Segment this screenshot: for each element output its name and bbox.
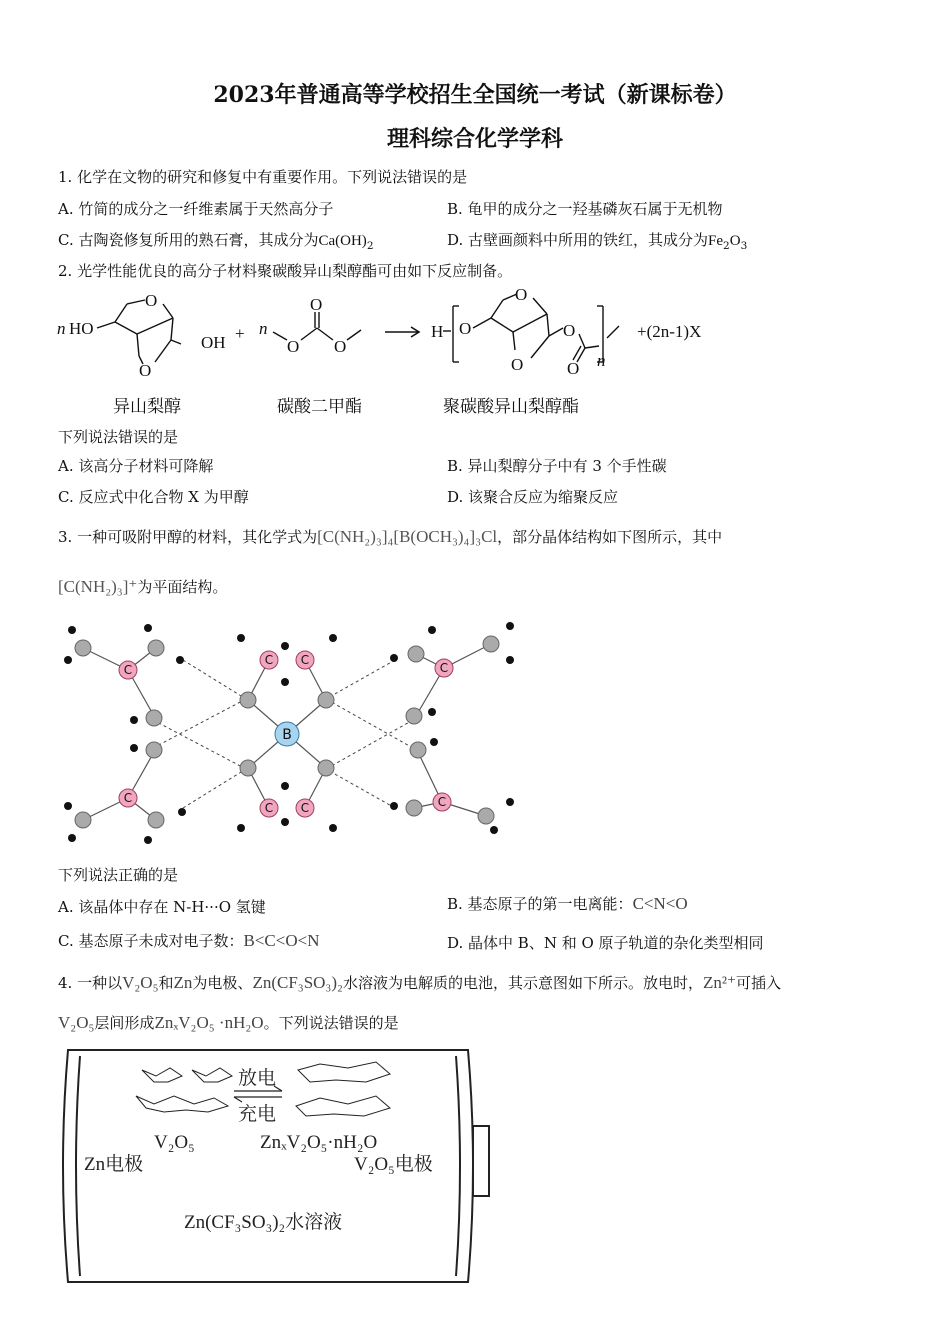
q2-byproduct: +(2n-1)X — [637, 322, 702, 341]
q2-reaction-scheme — [55, 282, 755, 422]
q3-option-c — [58, 930, 319, 951]
q1-option-d-o: O — [729, 233, 741, 249]
q1-option-d-sub2: 3 — [740, 240, 748, 252]
svg-text:O: O — [563, 321, 576, 340]
svg-text:C: C — [123, 791, 133, 805]
dimethyl-carbonate-structure — [273, 312, 361, 340]
q4-line2-product: ZnₓV₂O₅ ·nH₂O — [154, 1013, 264, 1032]
svg-text:O: O — [310, 295, 323, 314]
q3-option-c-text: C. 基态原子未成对电子数： — [58, 932, 244, 950]
reaction-arrow — [385, 327, 419, 337]
q4-mid2: 水溶液为电解质的电池，其示意图如下所示。放电时， — [342, 974, 703, 992]
q1-option-a: A. 竹简的成分之一纤维素属于天然高分子 — [58, 200, 334, 218]
q1-option-c — [58, 229, 374, 252]
q2-o: O — [459, 319, 472, 338]
svg-text:C: C — [264, 653, 274, 667]
q3-prompt: 下列说法正确的是 — [58, 866, 179, 884]
q2-h: H — [431, 322, 444, 341]
svg-text:O: O — [567, 359, 580, 378]
q4-line2 — [58, 1012, 399, 1033]
q1-stem: 1. 化学在文物的研究和修复中有重要作用。下列说法错误的是 — [58, 168, 468, 186]
svg-text:C: C — [437, 795, 447, 809]
q3-option-a: A. 该晶体中存在 N-H···O 氢键 — [58, 898, 266, 916]
q4-zn-electrode: Zn电极 — [84, 1154, 144, 1175]
svg-text:O: O — [511, 355, 524, 374]
svg-text:C: C — [264, 801, 274, 815]
svg-text:O: O — [139, 361, 152, 380]
q4-zn2: Zn²⁺ — [702, 973, 736, 992]
q4-charge-label: 充电 — [238, 1103, 277, 1125]
q2-option-c: C. 反应式中化合物 X 为甲醇 — [58, 488, 249, 506]
q3-crystal-structure — [58, 616, 518, 846]
q4-zn: Zn — [173, 973, 193, 992]
q4-discharge-label: 放电 — [238, 1067, 277, 1089]
svg-text:C: C — [123, 663, 133, 677]
q1-option-d-text: D. 古壁画颜料中所用的铁红，其成分为 — [447, 231, 709, 249]
svg-text:C: C — [300, 653, 310, 667]
q4-line2-end: 。下列说法错误的是 — [263, 1014, 399, 1032]
svg-text:C: C — [300, 801, 310, 815]
q4-solution-label: Zn(CF₃SO₃)₂水溶液 — [184, 1212, 343, 1233]
q2-option-d: D. 该聚合反应为缩聚反应 — [447, 488, 619, 506]
q1-option-d-sub1: 2 — [723, 240, 730, 252]
q1-option-c-sub: 2 — [366, 240, 374, 252]
exam-subtitle: 理科综合化学学科 — [386, 126, 563, 152]
svg-text:O: O — [515, 285, 528, 304]
q4-product-label: ZnₓV₂O₅·nH₂O — [260, 1132, 378, 1153]
v2o5-layers — [136, 1068, 232, 1112]
q4-and: 和 — [158, 974, 174, 992]
svg-text:O: O — [145, 291, 158, 310]
q4-stem-start: 4. 一种以 — [58, 974, 123, 992]
q1-option-b: B. 龟甲的成分之一羟基磷灰石属于无机物 — [447, 200, 723, 218]
q1-option-c-formula: Ca(OH) — [318, 233, 367, 249]
q1-option-d — [447, 229, 747, 252]
q4-v2o5-electrode: V₂O₅电极 — [354, 1154, 433, 1175]
isosorbide-structure — [97, 300, 181, 364]
q2-n2: n — [259, 319, 268, 338]
q2-option-a: A. 该高分子材料可降解 — [58, 457, 214, 475]
q2-label-isosorbide: 异山梨醇 — [113, 397, 181, 417]
q2-ho: HO — [69, 319, 94, 338]
q2-label-polymer: 聚碳酸异山梨醇酯 — [443, 397, 579, 417]
q1-option-d-fe: Fe — [708, 233, 724, 249]
q4-electrolyte: Zn(CF₃SO₃)₂ — [252, 973, 343, 992]
svg-text:O: O — [287, 337, 300, 356]
q3-stem-suffix: ，部分晶体结构如下图所示，其中 — [497, 528, 723, 546]
q3-line2 — [58, 576, 227, 597]
q3-option-b — [447, 893, 688, 914]
svg-text:O: O — [334, 337, 347, 356]
q4-battery-diagram — [58, 1046, 498, 1286]
q4-mid: 为电极、 — [192, 974, 253, 992]
q3-line2-formula: [C(NH₂)₃]⁺ — [58, 577, 138, 596]
q2-label-dmc: 碳酸二甲酯 — [277, 397, 362, 417]
q4-end: 可插入 — [735, 974, 781, 992]
product-layers — [296, 1062, 390, 1116]
svg-text:C: C — [439, 661, 449, 675]
q3-option-b-formula: C<N<O — [632, 894, 688, 913]
q2-option-b: B. 异山梨醇分子中有 3 个手性碳 — [447, 457, 667, 475]
q2-oh: OH — [201, 333, 226, 352]
q4-line2-mid: 层间形成 — [94, 1014, 155, 1032]
q4-v2o5: V₂O₅ — [122, 973, 159, 992]
q4-stem — [58, 972, 781, 993]
q3-option-b-text: B. 基态原子的第一电离能： — [447, 895, 633, 913]
q1-option-c-text: C. 古陶瓷修复所用的熟石膏，其成分为 — [58, 231, 319, 249]
svg-text:B: B — [282, 727, 292, 743]
q4-v2o5-label: V₂O₅ — [154, 1132, 195, 1153]
q3-formula: [C(NH₂)₃]₄[B(OCH₃)₄]₃Cl — [317, 527, 498, 546]
q2-prompt: 下列说法错误的是 — [58, 428, 179, 446]
q3-option-d: D. 晶体中 B、N 和 O 原子轨道的杂化类型相同 — [447, 934, 764, 952]
q2-plus: + — [235, 324, 245, 343]
q4-line2-v2o5: V₂O₅ — [58, 1013, 95, 1032]
q3-stem-prefix: 3. 一种可吸附甲醇的材料，其化学式为 — [58, 528, 318, 546]
q2-stem: 2. 光学性能优良的高分子材料聚碳酸异山梨醇酯可由如下反应制备。 — [58, 262, 513, 280]
q3-stem — [58, 526, 722, 547]
q2-n1: n — [57, 319, 66, 338]
q3-option-c-formula: B<C<O<N — [243, 931, 320, 950]
exam-title: 2023年普通高等学校招生全国统一考试（新课标卷） — [213, 82, 737, 108]
q2-n3: n — [597, 351, 606, 370]
q3-line2-suffix: 为平面结构。 — [137, 578, 228, 596]
